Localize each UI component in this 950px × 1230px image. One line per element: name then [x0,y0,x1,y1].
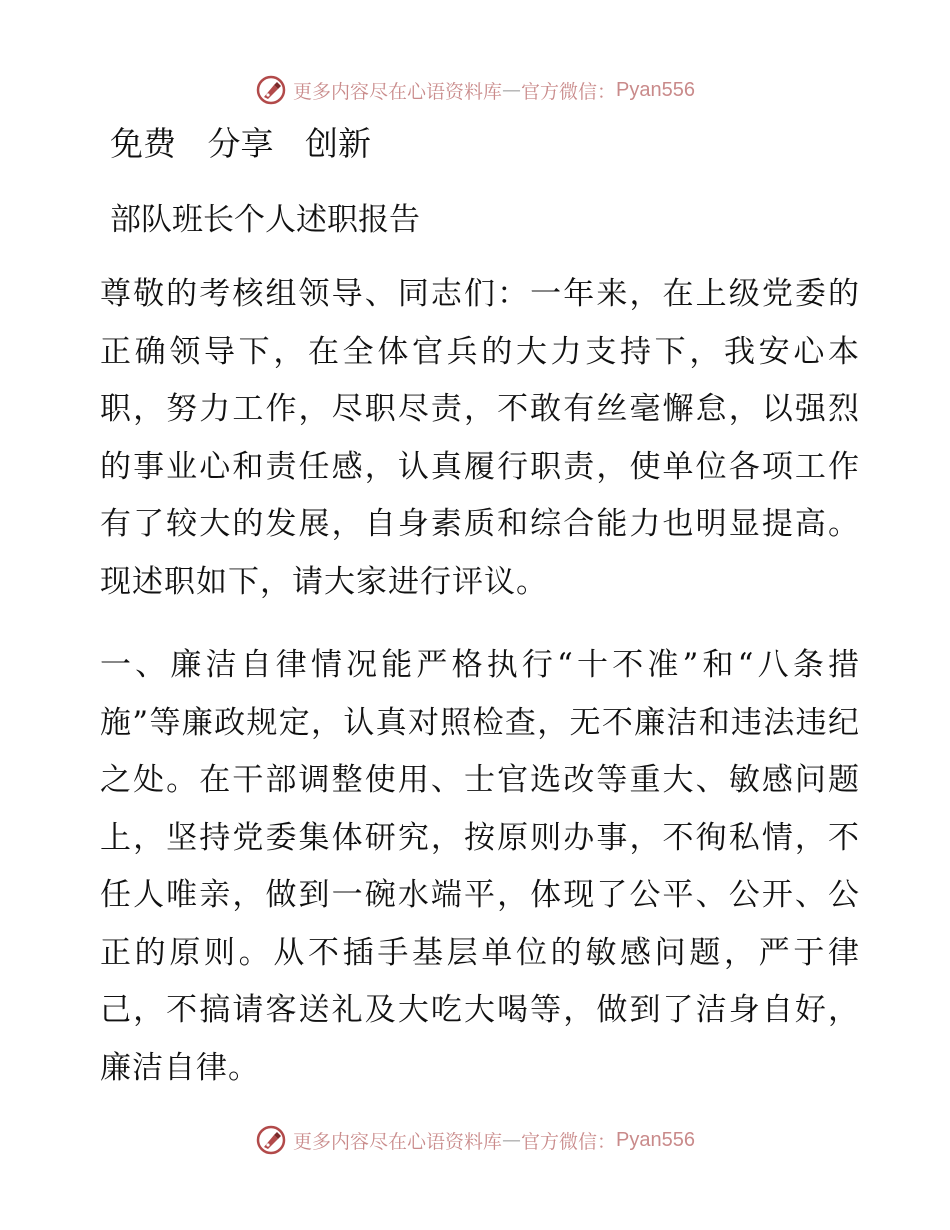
pen-nib-logo-icon [255,74,287,106]
pen-nib-logo-icon [255,1124,287,1156]
banner-wechat-id: Pyan556 [616,1128,695,1151]
paragraph-greeting: 尊敬的考核组领导、同志们：一年来，在上级党委的正确领导下，在全体官兵的大力支持下，我安心本职，努力工作，尽职尽责，不敢有丝毫懈怠，以强烈的事业心和责任感，认真履行职责，使单位各项工作有了较大的发展，自身素质和综合能力也明显提高。现述职如下，请大家进行评议。 [100,276,860,600]
footer-watermark-banner [0,1120,950,1160]
banner-main-text: 更多内容尽在心语资料库 [293,1130,503,1153]
banner-wechat-label: 官方微信： [521,1130,617,1153]
document-body [100,118,860,1097]
banner-dash: — [502,79,522,101]
paragraph-section-1: 一、廉洁自律情况能严格执行“十不准”和“八条措施”等廉政规定，认真对照检查，无不廉洁和违法违纪之处。在干部调整使用、士官选改等重大、敏感问题上，坚持党委集体研究，按原则办事，不徇私情，不任人唯亲，做到一碗水端平，体现了公平、公开、公正的原则。从不插手基层单位的敏感问题，严于律己，不搞请客送礼及大吃大喝等，做到了洁身自好，廉洁自律。 [100,647,860,1086]
banner-wechat-id: Pyan556 [616,78,695,101]
banner-main-text: 更多内容尽在心语资料库 [293,80,503,103]
header-watermark-banner [0,70,950,110]
tagline: 免费 分享 创新 [110,124,371,163]
banner-dash: — [502,1129,522,1151]
document-title: 部队班长个人述职报告 [110,202,420,238]
banner-wechat-label: 官方微信： [521,80,617,103]
